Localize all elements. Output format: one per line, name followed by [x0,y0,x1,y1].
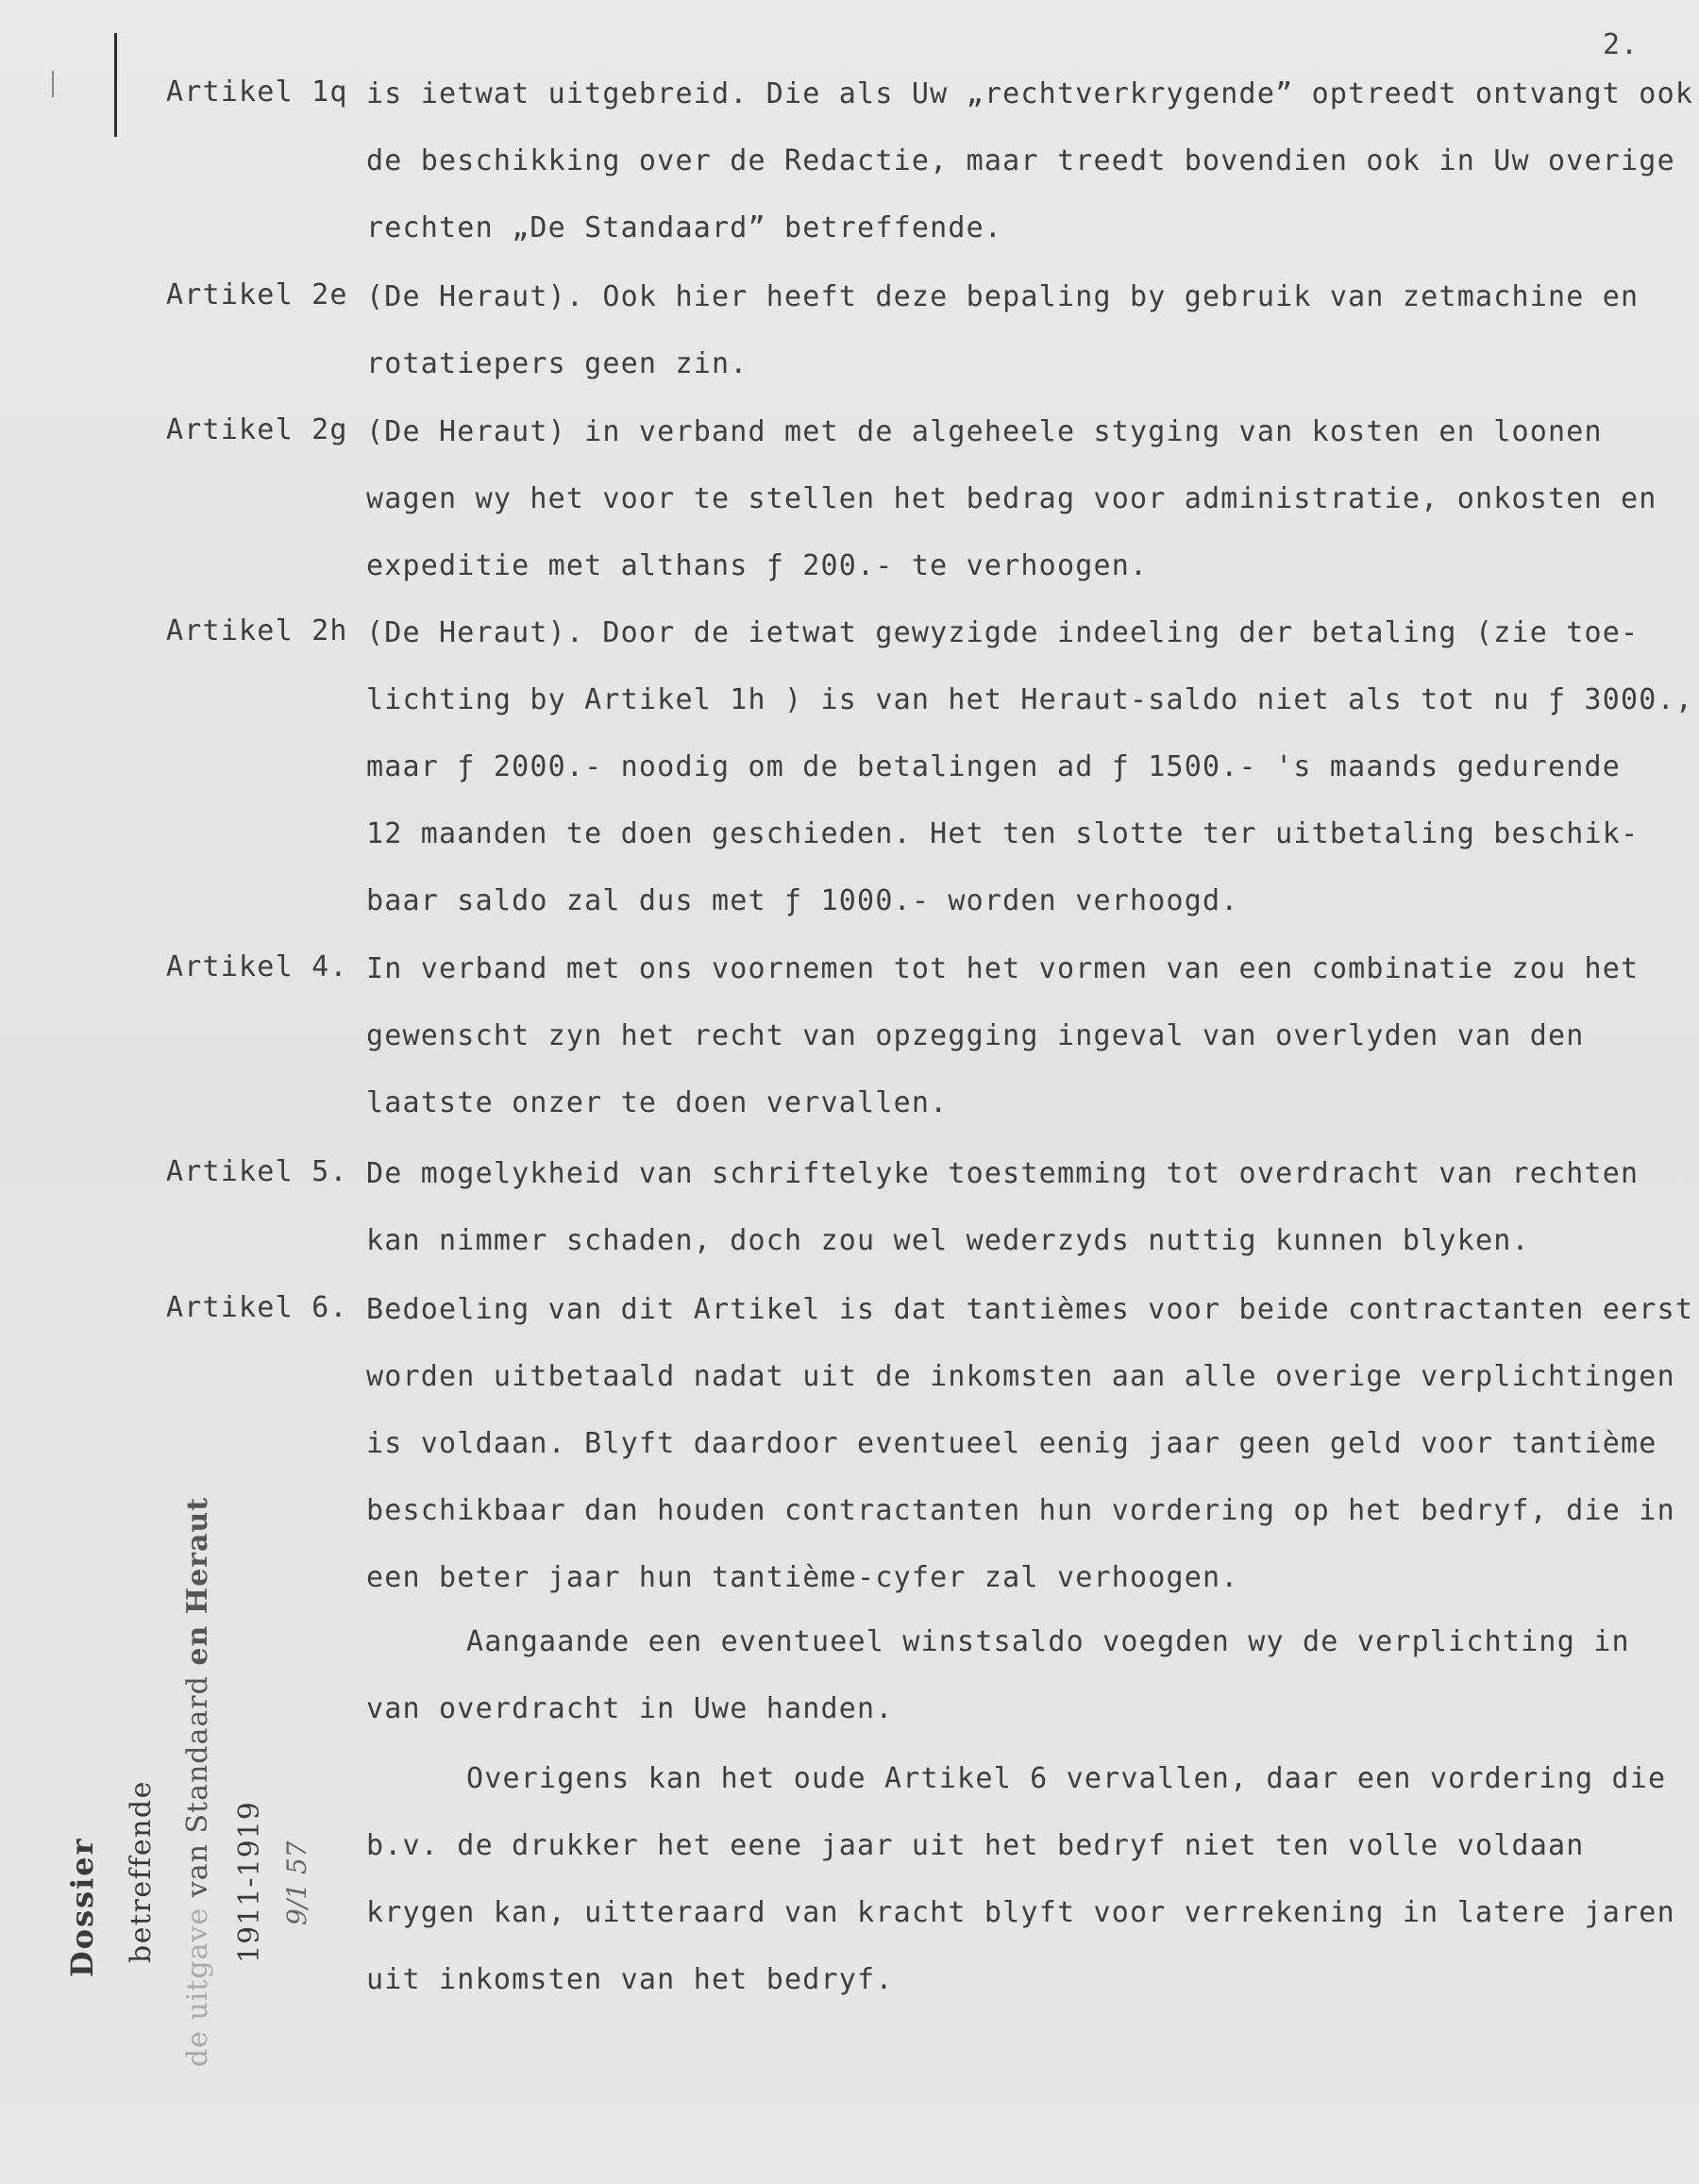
stamp-years: 1911-1919 [233,1801,266,1963]
article-label: Artikel 5. [166,1155,348,1188]
text-line: rechten „De Standaard” betreffende. [366,211,1003,244]
page-number: 2. [1603,28,1640,61]
text-line: b.v. de drukker het eene jaar uit het bedryf niet ten volle voldaan [366,1829,1585,1862]
article-label: Artikel 2h [166,614,348,647]
text-line: kan nimmer schaden, doch zou wel wederzyds nuttig kunnen blyken. [366,1224,1530,1257]
article-text [366,1155,1688,1289]
text-line: lichting by Artikel 1h ) is van het Heraut-saldo niet als tot nu ƒ 3000., [366,683,1694,716]
stamp-betreffende: betreffende [125,1780,158,1963]
paragraph-overigens [366,1760,1688,2028]
article-label: Artikel 6. [166,1291,348,1324]
article-label: Artikel 1q [166,76,348,109]
stamp-subject-heraut: Heraut [181,1496,214,1625]
text-line: 12 maanden te doen geschieden. Het ten slotte ter uitbetaling beschik- [366,817,1640,850]
text-line: expeditie met althans ƒ 200.- te verhoogen. [366,549,1149,582]
text-line: (De Heraut) in verband met de algeheele styging van kosten en loonen [366,415,1603,448]
article-text [366,76,1694,277]
stamp-subject [181,1497,214,2067]
margin-rule [114,33,117,137]
text-line: In verband met ons voornemen tot het vormen van een combinatie zou het [366,952,1640,985]
stamp-handwritten-mark: 9/1 57 [281,1840,312,1925]
text-line: de beschikking over de Redactie, maar treedt bovendien ook in Uw overige [366,144,1675,177]
text-line: is voldaan. Blyft daardoor eventueel eenig jaar geen geld voor tantième [366,1427,1657,1460]
text-line: (De Heraut). Ook hier heeft deze bepaling by gebruik van zetmachine en [366,280,1640,313]
stamp-dossier: Dossier [64,1837,100,1977]
text-line: een beter jaar hun tantième-cyfer zal verhoogen. [366,1561,1239,1594]
stamp-subject-en: en [181,1624,214,1666]
text-line: De mogelykheid van schriftelyke toestemming tot overdracht van rechten [366,1157,1640,1190]
text-line: van overdracht in Uwe handen. [366,1692,894,1725]
text-line: Aangaande een eventueel winstsaldo voegden wy de verplichting in [466,1625,1630,1658]
text-line: gewenscht zyn het recht van opzegging ingeval van overlyden van den [366,1019,1585,1052]
text-line: laatste onzer te doen vervallen. [366,1086,949,1119]
text-line: uit inkomsten van het bedryf. [366,1963,894,1996]
article-label: Artikel 2g [166,413,348,446]
text-line: (De Heraut). Door de ietwat gewyzigde indeeling der betaling (zie toe- [366,616,1640,649]
text-line: maar ƒ 2000.- noodig om de betalingen ad ƒ 1500.- 's maands gedurende [366,750,1622,783]
article-label: Artikel 2e [166,278,348,311]
text-line: Bedoeling van dit Artikel is dat tantièmes voor beide contractanten eerst [366,1293,1694,1326]
text-line: baar saldo zal dus met ƒ 1000.- worden verhoogd. [366,884,1239,917]
text-line: is ietwat uitgebreid. Die als Uw „rechtverkrygende” optreedt ontvangt ook [366,77,1694,110]
article-text [366,614,1694,949]
article-text [366,1291,1694,1626]
text-line: Overigens kan het oude Artikel 6 vervallen, daar een vordering die [466,1762,1667,1795]
article-text [366,950,1688,1151]
text-line: wagen wy het voor te stellen het bedrag voor administratie, onkosten en [366,482,1657,515]
stamp-subject-main: van Standaard [181,1665,214,1907]
text-line: rotatiepers geen zin. [366,347,749,380]
article-label: Artikel 4. [166,950,348,983]
archive-stamp [57,1496,312,2067]
article-text [366,278,1688,412]
stamp-subject-faint: de uitgave [181,1907,214,2067]
paragraph-winstsaldo [366,1623,1688,1757]
text-line: worden uitbetaald nadat uit de inkomsten aan alle overige verplichtingen [366,1360,1675,1393]
text-line: krygen kan, uitteraard van kracht blyft voor verrekening in latere jaren [366,1896,1675,1929]
article-text [366,413,1688,614]
text-line: beschikbaar dan houden contractanten hun vordering op het bedryf, die in [366,1494,1675,1527]
margin-tick [52,71,54,97]
